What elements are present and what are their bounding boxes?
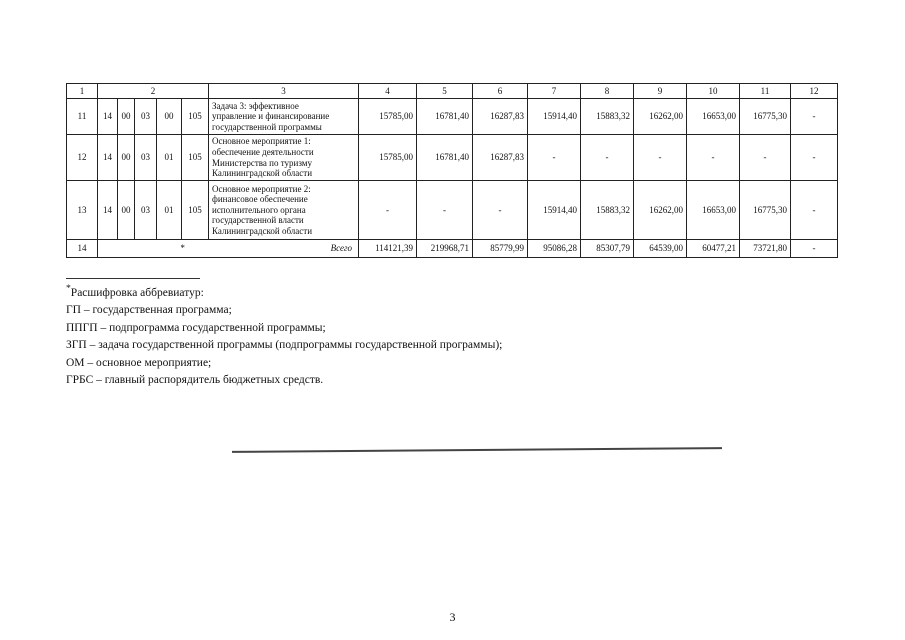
header-cell: 1 xyxy=(67,84,98,99)
total-value: 85779,99 xyxy=(473,240,528,258)
total-value: 64539,00 xyxy=(634,240,687,258)
note-line: ОМ – основное мероприятие; xyxy=(66,356,212,369)
code-cell: 14 xyxy=(98,99,118,135)
code-cell: 03 xyxy=(135,99,157,135)
footnote-marker: * xyxy=(66,283,71,294)
page-number: 3 xyxy=(449,610,456,624)
value-cell: - xyxy=(791,135,838,181)
value-cell: 16781,40 xyxy=(417,135,473,181)
note-line: ППГП – подпрограмма государственной программы; xyxy=(66,321,326,334)
table-header-row xyxy=(67,84,838,99)
value-cell: 15883,32 xyxy=(581,181,634,240)
row-number: 11 xyxy=(67,99,98,135)
note-line: ЗГП – задача государственной программы (подпрограммы государственной программы); xyxy=(66,339,503,352)
value-cell: 16262,00 xyxy=(634,181,687,240)
total-value: 73721,80 xyxy=(740,240,791,258)
table-row xyxy=(67,99,838,135)
description-line: управление и финансирование xyxy=(212,111,330,122)
value-cell: - xyxy=(473,181,528,240)
total-value: - xyxy=(791,240,838,258)
header-cell: 5 xyxy=(417,84,473,99)
value-cell: 15914,40 xyxy=(528,99,581,135)
code-cell: 14 xyxy=(98,135,118,181)
footnote-divider xyxy=(66,278,200,279)
header-cell: 8 xyxy=(581,84,634,99)
total-value: 85307,79 xyxy=(581,240,634,258)
description-line: Министерства по туризму xyxy=(212,157,312,168)
description-cell xyxy=(209,135,359,181)
code-cell: 01 xyxy=(157,181,182,240)
description-cell xyxy=(209,99,359,135)
total-value: 219968,71 xyxy=(417,240,473,258)
description-line: обеспечение деятельности xyxy=(212,146,314,157)
value-cell: 16653,00 xyxy=(687,99,740,135)
total-value: 95086,28 xyxy=(528,240,581,258)
header-cell: 9 xyxy=(634,84,687,99)
description-line: государственной программы xyxy=(212,121,322,132)
header-cell: 2 xyxy=(98,84,209,99)
budget-table xyxy=(66,83,838,258)
header-cell: 11 xyxy=(740,84,791,99)
header-cell: 7 xyxy=(528,84,581,99)
value-cell: 16653,00 xyxy=(687,181,740,240)
header-cell: 6 xyxy=(473,84,528,99)
value-cell: 15785,00 xyxy=(359,135,417,181)
footnote-marker: * xyxy=(180,243,185,254)
row-number: 14 xyxy=(67,240,98,258)
note-line: ГРБС – главный распорядитель бюджетных средств. xyxy=(66,374,324,387)
description-line: исполнительного органа xyxy=(212,204,306,215)
description-line: Калининградской области xyxy=(212,168,313,179)
code-cell: 00 xyxy=(157,99,182,135)
row-number: 13 xyxy=(67,181,98,240)
note-line: ГП – государственная программа; xyxy=(66,304,232,317)
value-cell: - xyxy=(359,181,417,240)
description-line: Основное мероприятие 1: xyxy=(212,136,311,147)
code-cell: 14 xyxy=(98,181,118,240)
total-label-cell xyxy=(98,240,359,258)
value-cell: 16781,40 xyxy=(417,99,473,135)
value-cell: 15785,00 xyxy=(359,99,417,135)
abbreviation-notes xyxy=(66,280,502,390)
code-cell: 105 xyxy=(182,99,209,135)
description-line: Калининградской области xyxy=(212,225,313,236)
value-cell: - xyxy=(417,181,473,240)
value-cell: 16775,30 xyxy=(740,99,791,135)
value-cell: - xyxy=(634,135,687,181)
code-cell: 00 xyxy=(118,135,135,181)
value-cell: 16775,30 xyxy=(740,181,791,240)
notes-heading: *Расшифровка аббревиатур: xyxy=(66,283,204,299)
description-line: государственной власти xyxy=(212,215,304,226)
code-cell: 00 xyxy=(118,99,135,135)
value-cell: - xyxy=(581,135,634,181)
header-cell: 10 xyxy=(687,84,740,99)
value-cell: 16262,00 xyxy=(634,99,687,135)
table-row xyxy=(67,181,838,240)
code-cell: 03 xyxy=(135,135,157,181)
total-label: Всего xyxy=(330,243,352,254)
code-cell: 105 xyxy=(182,181,209,240)
total-value: 114121,39 xyxy=(359,240,417,258)
value-cell: - xyxy=(687,135,740,181)
value-cell: - xyxy=(791,99,838,135)
description-line: Задача 3: эффективное xyxy=(212,100,299,111)
description-cell xyxy=(209,181,359,240)
total-row xyxy=(67,240,838,258)
header-cell: 12 xyxy=(791,84,838,99)
value-cell: - xyxy=(791,181,838,240)
code-cell: 105 xyxy=(182,135,209,181)
description-line: финансовое обеспечение xyxy=(212,194,308,205)
header-cell: 3 xyxy=(209,84,359,99)
header-cell: 4 xyxy=(359,84,417,99)
code-cell: 03 xyxy=(135,181,157,240)
row-number: 12 xyxy=(67,135,98,181)
value-cell: - xyxy=(740,135,791,181)
value-cell: 16287,83 xyxy=(473,135,528,181)
code-cell: 01 xyxy=(157,135,182,181)
closing-line xyxy=(232,447,722,453)
code-cell: 00 xyxy=(118,181,135,240)
table-row xyxy=(67,135,838,181)
value-cell: - xyxy=(528,135,581,181)
value-cell: 15883,32 xyxy=(581,99,634,135)
description-line: Основное мероприятие 2: xyxy=(212,183,311,194)
value-cell: 15914,40 xyxy=(528,181,581,240)
value-cell: 16287,83 xyxy=(473,99,528,135)
total-value: 60477,21 xyxy=(687,240,740,258)
